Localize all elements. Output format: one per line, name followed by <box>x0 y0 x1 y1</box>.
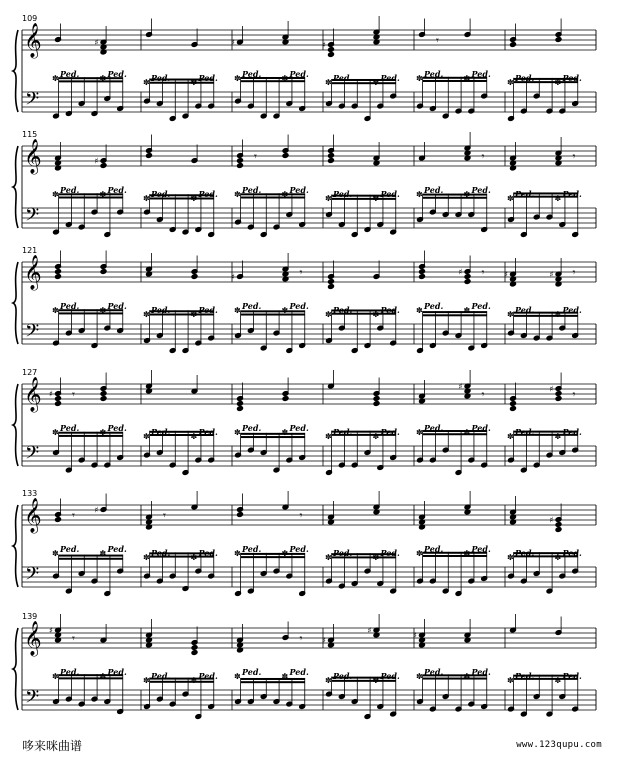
music-system <box>13 246 596 353</box>
pedal-mark: Ped. <box>151 73 171 83</box>
pedal-release: ✽ <box>143 432 150 441</box>
pedal-release: ✽ <box>416 549 423 558</box>
rest: 𝄾 <box>299 509 303 522</box>
pedal-mark: Ped. <box>60 667 80 677</box>
rest: 𝄾 <box>299 632 303 645</box>
sharp-sign: ♯ <box>94 156 99 166</box>
measure-number: 115 <box>22 130 38 139</box>
note-head <box>100 163 107 169</box>
pedal-release: ✽ <box>234 549 241 558</box>
pedal-release: ✽ <box>416 672 423 681</box>
note-head <box>237 163 244 169</box>
pedal-mark: Ped. <box>333 548 353 558</box>
bass-clef: 𝄢 <box>25 321 40 346</box>
pedal-mark: Ped. <box>289 185 309 195</box>
pedal-release: ✽ <box>143 676 150 685</box>
pedal-release: ✽ <box>190 432 198 441</box>
pedal-mark: Ped. <box>424 667 444 677</box>
sharp-sign: ♯ <box>231 38 235 47</box>
pedal-mark: Ped. <box>515 548 535 558</box>
pedal-release: ✽ <box>143 78 150 87</box>
pedal-mark: Ped. <box>562 427 582 437</box>
rest: 𝄾 <box>481 266 485 279</box>
treble-clef: 𝄞 <box>24 255 42 290</box>
treble-clef: 𝄞 <box>24 377 42 412</box>
pedal-release: ✽ <box>554 432 562 441</box>
pedal-mark: Ped. <box>562 73 582 83</box>
pedal-mark: Ped. <box>380 671 400 681</box>
pedal-mark: Ped. <box>198 73 218 83</box>
pedal-release: ✽ <box>234 672 241 681</box>
pedal-release: ✽ <box>52 428 59 437</box>
sharp-sign: ♯ <box>504 270 508 279</box>
bass-clef: 𝄢 <box>25 443 40 468</box>
pedal-mark: Ped. <box>289 301 309 311</box>
note-head <box>328 284 335 290</box>
beam <box>423 555 487 557</box>
pedal-release: ✽ <box>416 74 423 83</box>
pedal-release: ✽ <box>416 190 423 199</box>
pedal-mark: Ped. <box>289 69 309 79</box>
pedal-release: ✽ <box>190 553 198 562</box>
note-head <box>282 396 289 402</box>
pedal-release: ✽ <box>463 428 471 437</box>
note-head <box>55 269 62 275</box>
pedal-release: ✽ <box>372 78 380 87</box>
pedal-mark: Ped. <box>380 427 400 437</box>
sharp-sign: ♯ <box>458 382 463 391</box>
note-head <box>55 274 62 280</box>
note-head <box>191 645 198 651</box>
pedal-mark: Ped. <box>562 305 582 315</box>
measure-number: 139 <box>22 612 38 621</box>
sharp-sign: ♯ <box>231 272 235 282</box>
pedal-mark: Ped. <box>198 305 218 315</box>
rest: 𝄾 <box>572 388 576 401</box>
pedal-mark: Ped. <box>333 305 353 315</box>
note-head <box>100 391 107 397</box>
note-head <box>555 527 562 533</box>
beam <box>241 678 305 680</box>
pedal-mark: Ped. <box>289 544 309 554</box>
pedal-release: ✽ <box>507 676 514 685</box>
measure-number: 109 <box>22 14 38 23</box>
beam <box>241 197 305 199</box>
pedal-release: ✽ <box>52 549 59 558</box>
pedal-release: ✽ <box>507 310 514 319</box>
note-head <box>282 153 289 159</box>
pedal-mark: Ped. <box>515 189 535 199</box>
treble-clef: 𝄞 <box>24 23 42 58</box>
beam <box>150 681 214 683</box>
note-head <box>510 42 517 48</box>
pedal-mark: Ped. <box>471 544 491 554</box>
treble-clef: 𝄞 <box>24 139 42 174</box>
pedal-mark: Ped. <box>198 671 218 681</box>
sharp-sign: ♯ <box>549 515 554 525</box>
rest: 𝄾 <box>254 150 257 163</box>
pedal-release: ✽ <box>325 194 332 203</box>
note-head <box>555 37 562 43</box>
site-url: www.123qupu.com <box>516 740 602 750</box>
brace <box>13 146 18 228</box>
note-head <box>328 52 335 58</box>
pedal-mark: Ped. <box>242 69 262 79</box>
note-head <box>555 522 562 528</box>
sharp-sign: ♯ <box>49 389 53 399</box>
pedal-mark: Ped. <box>424 69 444 79</box>
beam <box>241 314 305 316</box>
pedal-mark: Ped. <box>151 305 171 315</box>
pedal-mark: Ped. <box>471 423 491 433</box>
pedal-mark: Ped. <box>60 301 80 311</box>
pedal-release: ✽ <box>463 190 471 199</box>
sharp-sign: ♯ <box>367 626 372 635</box>
pedal-release: ✽ <box>372 310 380 319</box>
pedal-mark: Ped. <box>333 427 353 437</box>
pedal-release: ✽ <box>190 194 198 203</box>
bass-clef: 𝄢 <box>25 687 40 712</box>
note-head <box>419 269 426 275</box>
pedal-release: ✽ <box>281 549 289 558</box>
pedal-mark: Ped. <box>333 671 353 681</box>
bass-clef: 𝄢 <box>25 89 40 114</box>
pedal-release: ✽ <box>234 306 241 315</box>
beam <box>241 556 305 558</box>
measure-number: 133 <box>22 489 38 498</box>
beam <box>59 197 123 199</box>
beam <box>59 555 123 557</box>
note-head <box>55 396 62 402</box>
beam <box>59 677 123 679</box>
brace <box>13 30 18 112</box>
pedal-release: ✽ <box>234 74 241 83</box>
note-head <box>237 406 244 412</box>
pedal-release: ✽ <box>463 549 471 558</box>
pedal-release: ✽ <box>507 432 514 441</box>
brace <box>13 384 18 466</box>
note-head <box>328 153 335 159</box>
pedal-mark: Ped. <box>107 544 127 554</box>
pedal-mark: Ped. <box>60 185 80 195</box>
brace <box>13 628 18 710</box>
sharp-sign: ♯ <box>94 505 99 515</box>
brace <box>13 505 18 587</box>
sharp-sign: ♯ <box>413 631 417 640</box>
pedal-release: ✽ <box>52 74 59 83</box>
pedal-mark: Ped. <box>471 185 491 195</box>
pedal-release: ✽ <box>52 672 59 681</box>
pedal-mark: Ped. <box>424 544 444 554</box>
beam <box>423 433 487 435</box>
pedal-mark: Ped. <box>424 185 444 195</box>
note-head <box>146 153 153 159</box>
pedal-release: ✽ <box>463 74 471 83</box>
pedal-mark: Ped. <box>151 427 171 437</box>
pedal-release: ✽ <box>416 306 423 315</box>
beam <box>59 558 123 560</box>
treble-clef: 𝄞 <box>24 498 42 533</box>
pedal-release: ✽ <box>554 194 562 203</box>
beam <box>59 435 123 437</box>
pedal-mark: Ped. <box>242 185 262 195</box>
pedal-release: ✽ <box>99 428 107 437</box>
rest: 𝄾 <box>163 509 166 522</box>
pedal-mark: Ped. <box>151 548 171 558</box>
pedal-release: ✽ <box>372 432 380 441</box>
pedal-release: ✽ <box>554 78 562 87</box>
pedal-mark: Ped. <box>515 671 535 681</box>
pedal-release: ✽ <box>463 306 471 315</box>
note-head <box>55 401 62 407</box>
rest: 𝄾 <box>481 388 485 401</box>
pedal-release: ✽ <box>143 310 150 319</box>
rest: 𝄾 <box>572 150 576 163</box>
beam <box>241 433 305 435</box>
pedal-mark: Ped. <box>107 423 127 433</box>
beam <box>241 436 305 438</box>
treble-clef: 𝄞 <box>24 621 42 656</box>
pedal-mark: Ped. <box>562 189 582 199</box>
pedal-release: ✽ <box>554 310 562 319</box>
pedal-release: ✽ <box>463 672 471 681</box>
note-head <box>237 401 244 407</box>
note-head <box>237 158 244 164</box>
pedal-release: ✽ <box>281 672 289 681</box>
pedal-release: ✽ <box>554 676 562 685</box>
pedal-mark: Ped. <box>515 73 535 83</box>
pedal-release: ✽ <box>99 306 107 315</box>
beam <box>423 314 487 316</box>
bass-clef: 𝄢 <box>25 564 40 589</box>
note-head <box>373 396 380 402</box>
beam <box>241 80 305 82</box>
pedal-release: ✽ <box>507 78 514 87</box>
note-head <box>328 47 335 53</box>
beam <box>59 80 123 82</box>
beam <box>423 197 487 199</box>
pedal-mark: Ped. <box>380 548 400 558</box>
note-head <box>464 274 471 280</box>
note-head <box>328 279 335 285</box>
beam <box>514 315 578 317</box>
pedal-mark: Ped. <box>289 667 309 677</box>
music-system <box>13 489 596 596</box>
pedal-release: ✽ <box>325 310 332 319</box>
pedal-release: ✽ <box>281 306 289 315</box>
pedal-mark: Ped. <box>60 544 80 554</box>
sharp-sign: ♯ <box>322 636 326 645</box>
pedal-mark: Ped. <box>198 548 218 558</box>
beam <box>423 678 487 680</box>
rest: 𝄾 <box>481 150 485 163</box>
pedal-mark: Ped. <box>471 667 491 677</box>
rest: 𝄾 <box>72 632 75 645</box>
note-head <box>55 517 62 523</box>
note-head <box>191 650 198 656</box>
pedal-mark: Ped. <box>151 189 171 199</box>
pedal-mark: Ped. <box>380 305 400 315</box>
sharp-sign: ♯ <box>549 270 554 279</box>
pedal-release: ✽ <box>281 190 289 199</box>
pedal-release: ✽ <box>190 310 198 319</box>
pedal-release: ✽ <box>281 74 289 83</box>
note-head <box>510 401 517 407</box>
pedal-mark: Ped. <box>151 671 171 681</box>
pedal-mark: Ped. <box>471 69 491 79</box>
pedal-mark: Ped. <box>562 548 582 558</box>
sharp-sign: ♯ <box>549 384 554 394</box>
pedal-mark: Ped. <box>289 423 309 433</box>
pedal-mark: Ped. <box>107 69 127 79</box>
pedal-release: ✽ <box>52 306 59 315</box>
rest: 𝄾 <box>72 509 75 522</box>
music-system <box>13 130 596 237</box>
pedal-release: ✽ <box>325 676 332 685</box>
site-name: 哆来咪曲谱 <box>22 739 83 753</box>
measure-number: 121 <box>22 246 38 255</box>
pedal-release: ✽ <box>190 78 198 87</box>
note-head <box>100 396 107 402</box>
pedal-mark: Ped. <box>380 73 400 83</box>
pedal-mark: Ped. <box>60 423 80 433</box>
note-head <box>555 391 562 397</box>
pedal-mark: Ped. <box>333 189 353 199</box>
pedal-mark: Ped. <box>242 667 262 677</box>
note-head <box>100 269 107 275</box>
note-head <box>464 279 471 285</box>
pedal-mark: Ped. <box>107 667 127 677</box>
note-head <box>510 406 517 412</box>
beam <box>423 80 487 82</box>
measure-number: 127 <box>22 368 38 377</box>
sharp-sign: ♯ <box>458 267 463 277</box>
pedal-mark: Ped. <box>242 423 262 433</box>
pedal-mark: Ped. <box>333 73 353 83</box>
pedal-mark: Ped. <box>198 427 218 437</box>
note-head <box>419 274 426 280</box>
pedal-mark: Ped. <box>107 185 127 195</box>
sharp-sign: ♯ <box>49 626 53 635</box>
rest: 𝄾 <box>436 34 439 47</box>
pedal-release: ✽ <box>325 78 332 87</box>
pedal-release: ✽ <box>234 190 241 199</box>
note-head <box>237 512 244 518</box>
beam <box>423 311 487 313</box>
pedal-release: ✽ <box>281 428 289 437</box>
sharp-sign: ♯ <box>322 40 326 50</box>
pedal-release: ✽ <box>325 432 332 441</box>
rest: 𝄾 <box>572 266 576 279</box>
pedal-release: ✽ <box>99 190 107 199</box>
beam <box>241 681 305 683</box>
pedal-release: ✽ <box>143 194 150 203</box>
pedal-release: ✽ <box>190 676 198 685</box>
pedal-mark: Ped. <box>424 301 444 311</box>
beam <box>59 312 123 314</box>
pedal-mark: Ped. <box>562 671 582 681</box>
pedal-mark: Ped. <box>515 427 535 437</box>
note-head <box>191 274 198 280</box>
bass-clef: 𝄢 <box>25 205 40 230</box>
brace <box>13 262 18 344</box>
pedal-mark: Ped. <box>380 189 400 199</box>
note-head <box>373 401 380 407</box>
pedal-release: ✽ <box>143 553 150 562</box>
sharp-sign: ♯ <box>94 38 99 47</box>
pedal-release: ✽ <box>325 553 332 562</box>
pedal-release: ✽ <box>99 74 107 83</box>
note-head <box>555 396 562 402</box>
pedal-mark: Ped. <box>242 544 262 554</box>
rest: 𝄾 <box>72 388 75 401</box>
pedal-release: ✽ <box>372 194 380 203</box>
rest: 𝄾 <box>299 266 303 279</box>
pedal-mark: Ped. <box>471 301 491 311</box>
pedal-release: ✽ <box>99 549 107 558</box>
pedal-release: ✽ <box>416 428 423 437</box>
pedal-mark: Ped. <box>60 69 80 79</box>
pedal-mark: Ped. <box>515 305 535 315</box>
pedal-release: ✽ <box>52 190 59 199</box>
music-system <box>13 612 596 719</box>
pedal-release: ✽ <box>372 676 380 685</box>
pedal-release: ✽ <box>234 428 241 437</box>
music-system <box>13 14 596 121</box>
pedal-release: ✽ <box>99 672 107 681</box>
pedal-release: ✽ <box>372 553 380 562</box>
pedal-mark: Ped. <box>424 423 444 433</box>
note-head <box>328 158 335 164</box>
pedal-release: ✽ <box>507 194 514 203</box>
music-system <box>13 368 596 475</box>
pedal-mark: Ped. <box>107 301 127 311</box>
pedal-release: ✽ <box>507 553 514 562</box>
pedal-mark: Ped. <box>242 301 262 311</box>
pedal-release: ✽ <box>554 553 562 562</box>
pedal-mark: Ped. <box>198 189 218 199</box>
